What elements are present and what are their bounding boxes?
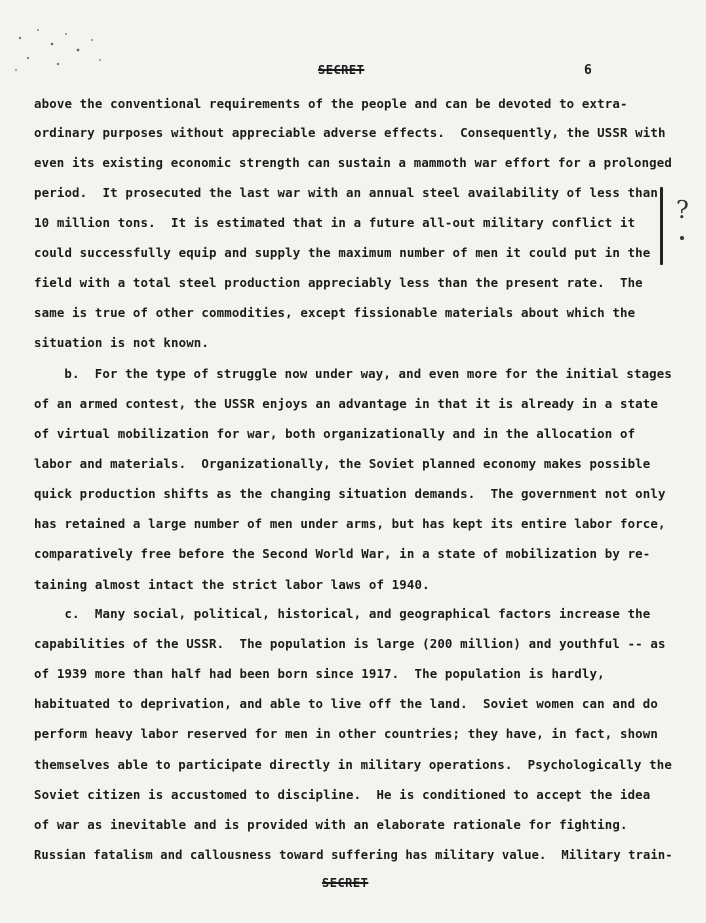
text-line: habituated to deprivation, and able to live off the land. Soviet women can and do [34, 696, 659, 711]
text-line: same is true of other commodities, except fissionable materials about which the [34, 305, 636, 320]
text-line: b. For the type of struggle now under way, and even more for the initial stages [34, 366, 672, 381]
text-line: even its existing economic strength can sustain a mammoth war effort for a prolonged [34, 155, 672, 170]
text-line: of an armed contest, the USSR enjoys an advantage in that it is already in a state [34, 396, 659, 411]
text-line: of virtual mobilization for war, both organizationally and in the allocation of [34, 426, 636, 441]
text-line: comparatively free before the Second World War, in a state of mobilization by re- [34, 546, 651, 561]
margin-sideline-mark [660, 187, 663, 265]
text-line: field with a total steel production appreciably less than the present rate. The [34, 275, 643, 290]
text-line: quick production shifts as the changing situation demands. The government not only [34, 486, 666, 501]
classification-mark-bottom: SECRET [322, 876, 369, 890]
margin-question-mark: ? [676, 196, 689, 224]
text-line: of war as inevitable and is provided with an elaborate rationale for fighting. [34, 817, 628, 832]
text-line: c. Many social, political, historical, and geographical factors increase the [34, 606, 651, 621]
text-line: ordinary purposes without appreciable adverse effects. Consequently, the USSR with [34, 125, 666, 140]
margin-dot-mark [680, 236, 684, 240]
text-line: perform heavy labor reserved for men in other countries; they have, in fact, shown [34, 726, 659, 741]
text-line: period. It prosecuted the last war with an annual steel availability of less than [34, 185, 659, 200]
text-line: Russian fatalism and callousness toward suffering has military value. Military train- [34, 847, 673, 862]
text-line: has retained a large number of men under arms, but has kept its entire labor force, [34, 516, 666, 531]
text-line: capabilities of the USSR. The population is large (200 million) and youthful -- as [34, 636, 666, 651]
text-line: could successfully equip and supply the maximum number of men it could put in the [34, 245, 651, 260]
text-line: taining almost intact the strict labor laws of 1940. [34, 577, 430, 592]
text-line: themselves able to participate directly in military operations. Psychologically the [34, 757, 672, 772]
text-line: labor and materials. Organizationally, the Soviet planned economy makes possible [34, 456, 651, 471]
page-number: 6 [584, 63, 592, 78]
text-line: situation is not known. [34, 335, 210, 350]
paper-specks [8, 20, 118, 90]
text-line: of 1939 more than half had been born since 1917. The population is hardly, [34, 666, 605, 681]
text-line: Soviet citizen is accustomed to discipline. He is conditioned to accept the idea [34, 787, 651, 802]
text-line: above the conventional requirements of the people and can be devoted to extra- [34, 96, 628, 111]
classification-mark-top: SECRET [318, 63, 365, 77]
text-line: 10 million tons. It is estimated that in a future all-out military conflict it [34, 215, 636, 230]
